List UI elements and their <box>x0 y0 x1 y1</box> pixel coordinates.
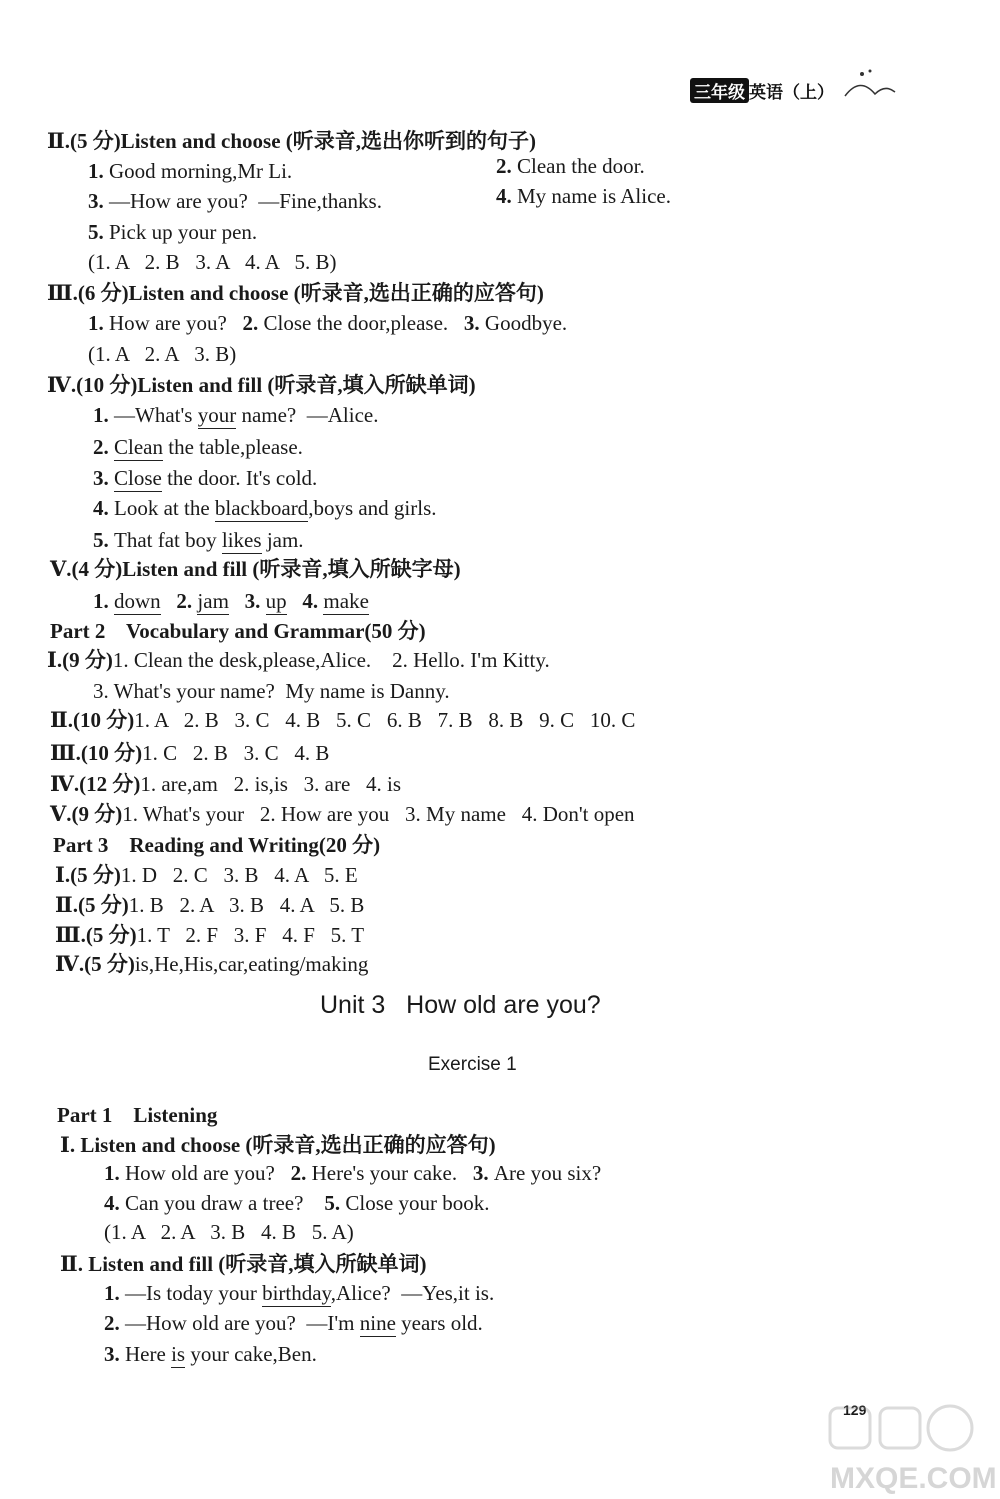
line-text: Ⅱ.(5 分)Listen and choose (听录音,选出你听到的句子) <box>47 129 537 153</box>
line-p3-head <box>53 832 380 858</box>
line-text: Here <box>125 1342 172 1366</box>
grade-badge: 三年级 <box>690 78 749 103</box>
line-text: Goodbye. <box>484 311 568 335</box>
line-p2-1a <box>47 647 550 673</box>
line-s4-head <box>47 372 476 398</box>
line-text: 1. <box>93 589 114 613</box>
line-p3-1 <box>55 862 358 888</box>
filled-answer: jam <box>197 589 229 613</box>
line-text: 4. <box>496 184 517 208</box>
line-s5-1 <box>93 588 369 614</box>
line-text: 1. <box>104 1281 125 1305</box>
line-text: Exercise 1 <box>428 1054 517 1075</box>
line-text: 4. <box>302 589 324 613</box>
line-u-2-head <box>60 1251 427 1277</box>
line-text: Ⅴ.(9 分) <box>50 802 123 826</box>
line-text: the door. It's cold. <box>161 466 318 490</box>
line-text: 3. <box>104 1342 125 1366</box>
line-text: 2. <box>496 154 517 178</box>
line-text: 1. <box>88 311 109 335</box>
line-text: Ⅰ. Listen and choose (听录音,选出正确的应答句) <box>60 1133 496 1157</box>
line-text <box>161 589 177 613</box>
line-text: Ⅰ.(9 分) <box>47 648 113 672</box>
line-text: 2. <box>93 435 114 459</box>
page-number: 129 <box>843 1402 867 1418</box>
filled-answer: nine <box>359 1311 396 1335</box>
line-text: Ⅲ.(5 分) <box>55 923 137 947</box>
line-text: 1. <box>88 159 109 183</box>
line-text: Ⅳ.(10 分)Listen and fill (听录音,填入所缺单词) <box>47 373 476 397</box>
line-text: 3. <box>472 1161 494 1185</box>
line-text: jam. <box>261 528 304 552</box>
line-text: 3. What's your name? My name is Danny. <box>93 679 450 703</box>
line-text: (1. A 2. A 3. B) <box>88 342 237 366</box>
line-p2-head <box>50 618 426 644</box>
filled-answer: Close <box>114 466 162 490</box>
line-text: Close your book. <box>345 1191 490 1215</box>
line-text: —Is today your <box>125 1281 263 1305</box>
filled-answer: likes <box>221 528 262 552</box>
line-text: 3. <box>88 189 109 213</box>
line-p2-3 <box>50 740 329 766</box>
line-p2-1b <box>93 678 450 704</box>
line-text: Ⅳ.(5 分) <box>55 952 135 976</box>
running-header <box>690 78 834 103</box>
line-text: Unit 3 How old are you? <box>320 991 601 1019</box>
line-text: Clean the door. <box>517 154 645 178</box>
line-text: 1. C 2. B 3. C 4. B <box>142 741 330 765</box>
line-text: 2. <box>176 589 198 613</box>
line-text: 4. <box>104 1191 125 1215</box>
line-text: 5. <box>324 1191 346 1215</box>
line-u-p1 <box>57 1102 217 1128</box>
line-p3-3 <box>55 922 364 948</box>
line-text: Ⅱ.(5 分) <box>55 893 129 917</box>
line-text: your cake,Ben. <box>185 1342 317 1366</box>
line-text: —How are you? —Fine,thanks. <box>109 189 382 213</box>
line-s4-2 <box>93 434 303 460</box>
decoration-icon <box>840 66 900 106</box>
line-exercise <box>428 1052 517 1078</box>
line-text: Are you six? <box>493 1161 602 1185</box>
filled-answer: blackboard <box>214 496 309 520</box>
line-text <box>287 589 303 613</box>
line-text: 1. T 2. F 3. F 4. F 5. T <box>136 923 365 947</box>
line-p3-2 <box>55 892 364 918</box>
watermark-logo <box>800 1400 1000 1499</box>
line-text: name? —Alice. <box>236 403 379 427</box>
line-p2-5 <box>50 801 635 827</box>
line-text: Good morning,Mr Li. <box>109 159 293 183</box>
line-text: 1. <box>104 1161 125 1185</box>
line-text: 1. <box>93 403 114 427</box>
line-text: How are you? <box>109 311 243 335</box>
line-text: 1. D 2. C 3. B 4. A 5. E <box>120 863 358 887</box>
filled-answer: down <box>114 589 161 613</box>
line-u-1-ans <box>104 1219 354 1245</box>
line-text: the table,please. <box>162 435 303 459</box>
line-text: Part 1 Listening <box>57 1103 218 1127</box>
line-text: Ⅲ.(10 分) <box>50 741 143 765</box>
line-text: Ⅰ.(5 分) <box>55 863 121 887</box>
line-s2-1 <box>88 158 292 184</box>
line-text: —How old are you? —I'm <box>125 1311 360 1335</box>
line-u-1-head <box>60 1132 496 1158</box>
line-text: Part 3 Reading and Writing(20 分) <box>53 833 381 857</box>
line-text: 3. <box>244 589 266 613</box>
filled-answer: birthday <box>262 1281 331 1305</box>
line-unit-title <box>320 992 601 1018</box>
line-text: 5. <box>93 528 114 552</box>
filled-answer: Clean <box>114 435 163 459</box>
line-s2-5 <box>88 219 257 245</box>
line-text: years old. <box>395 1311 483 1335</box>
line-s3-ans <box>88 341 236 367</box>
line-text: How old are you? <box>125 1161 291 1185</box>
line-s4-1 <box>93 402 378 428</box>
line-text: 1. are,am 2. is,is 3. are 4. is <box>140 772 402 796</box>
line-text: 2. <box>290 1161 312 1185</box>
line-text: 1. Clean the desk,please,Alice. 2. Hello. I'm Kitty. <box>112 648 550 672</box>
line-text: My name is Alice. <box>517 184 671 208</box>
line-s5-head <box>50 556 461 582</box>
line-text: —What's <box>114 403 198 427</box>
line-s3-head <box>47 280 544 306</box>
line-text: 1. A 2. B 3. C 4. B 5. C 6. B 7. B 8. B 9. C 10. C <box>134 708 636 732</box>
line-s2-4 <box>496 183 671 209</box>
filled-answer: make <box>323 589 369 613</box>
line-text: ,boys and girls. <box>308 496 437 520</box>
line-u-2-3 <box>104 1341 317 1367</box>
line-text: 3. <box>463 311 485 335</box>
line-u-1-a <box>104 1160 601 1186</box>
line-text: ,Alice? —Yes,it is. <box>330 1281 495 1305</box>
line-text: is,He,His,car,eating/making <box>134 952 369 976</box>
line-text: Ⅴ.(4 分)Listen and fill (听录音,填入所缺字母) <box>50 557 461 581</box>
line-text: Ⅲ.(6 分)Listen and choose (听录音,选出正确的应答句) <box>47 281 544 305</box>
filled-answer: your <box>197 403 237 427</box>
line-text <box>229 589 245 613</box>
filled-answer: is <box>171 1342 186 1366</box>
line-text: 3. <box>93 466 114 490</box>
line-u-2-2 <box>104 1310 483 1336</box>
line-s2-head <box>47 128 536 154</box>
subject-label: 英语（上） <box>749 83 834 103</box>
line-text: Look at the <box>114 496 215 520</box>
line-p3-4 <box>55 951 368 977</box>
line-text: Pick up your pen. <box>109 220 258 244</box>
line-text: Part 2 Vocabulary and Grammar(50 分) <box>50 619 426 643</box>
line-p2-4 <box>50 771 401 797</box>
line-s4-4 <box>93 495 437 521</box>
line-text: Ⅱ.(10 分) <box>50 708 135 732</box>
line-s3-1 <box>88 310 567 336</box>
filled-answer: up <box>265 589 287 613</box>
line-p2-2 <box>50 707 635 733</box>
line-text: Close the door,please. <box>263 311 464 335</box>
line-text: 5. <box>88 220 109 244</box>
svg-text:MXQE.COM: MXQE.COM <box>830 1462 997 1495</box>
line-u-2-1 <box>104 1280 494 1306</box>
line-text: 2. <box>104 1311 125 1335</box>
line-text: (1. A 2. A 3. B 4. B 5. A) <box>104 1220 354 1244</box>
line-text: Ⅳ.(12 分) <box>50 772 141 796</box>
line-text: Here's your cake. <box>311 1161 473 1185</box>
line-s2-2 <box>496 153 645 179</box>
line-s2-ans <box>88 249 337 275</box>
line-text: 1. B 2. A 3. B 4. A 5. B <box>128 893 365 917</box>
line-u-1-b <box>104 1190 490 1216</box>
line-text: (1. A 2. B 3. A 4. A 5. B) <box>88 250 337 274</box>
line-text: 4. <box>93 496 114 520</box>
line-text: 1. What's your 2. How are you 3. My name 4. Don't open <box>122 802 635 826</box>
line-s4-3 <box>93 465 317 491</box>
line-text: 2. <box>242 311 264 335</box>
line-s4-5 <box>93 527 304 553</box>
line-text: Can you draw a tree? <box>125 1191 325 1215</box>
line-s2-3 <box>88 188 382 214</box>
line-text: That fat boy <box>114 528 222 552</box>
line-text: Ⅱ. Listen and fill (听录音,填入所缺单词) <box>60 1252 427 1276</box>
